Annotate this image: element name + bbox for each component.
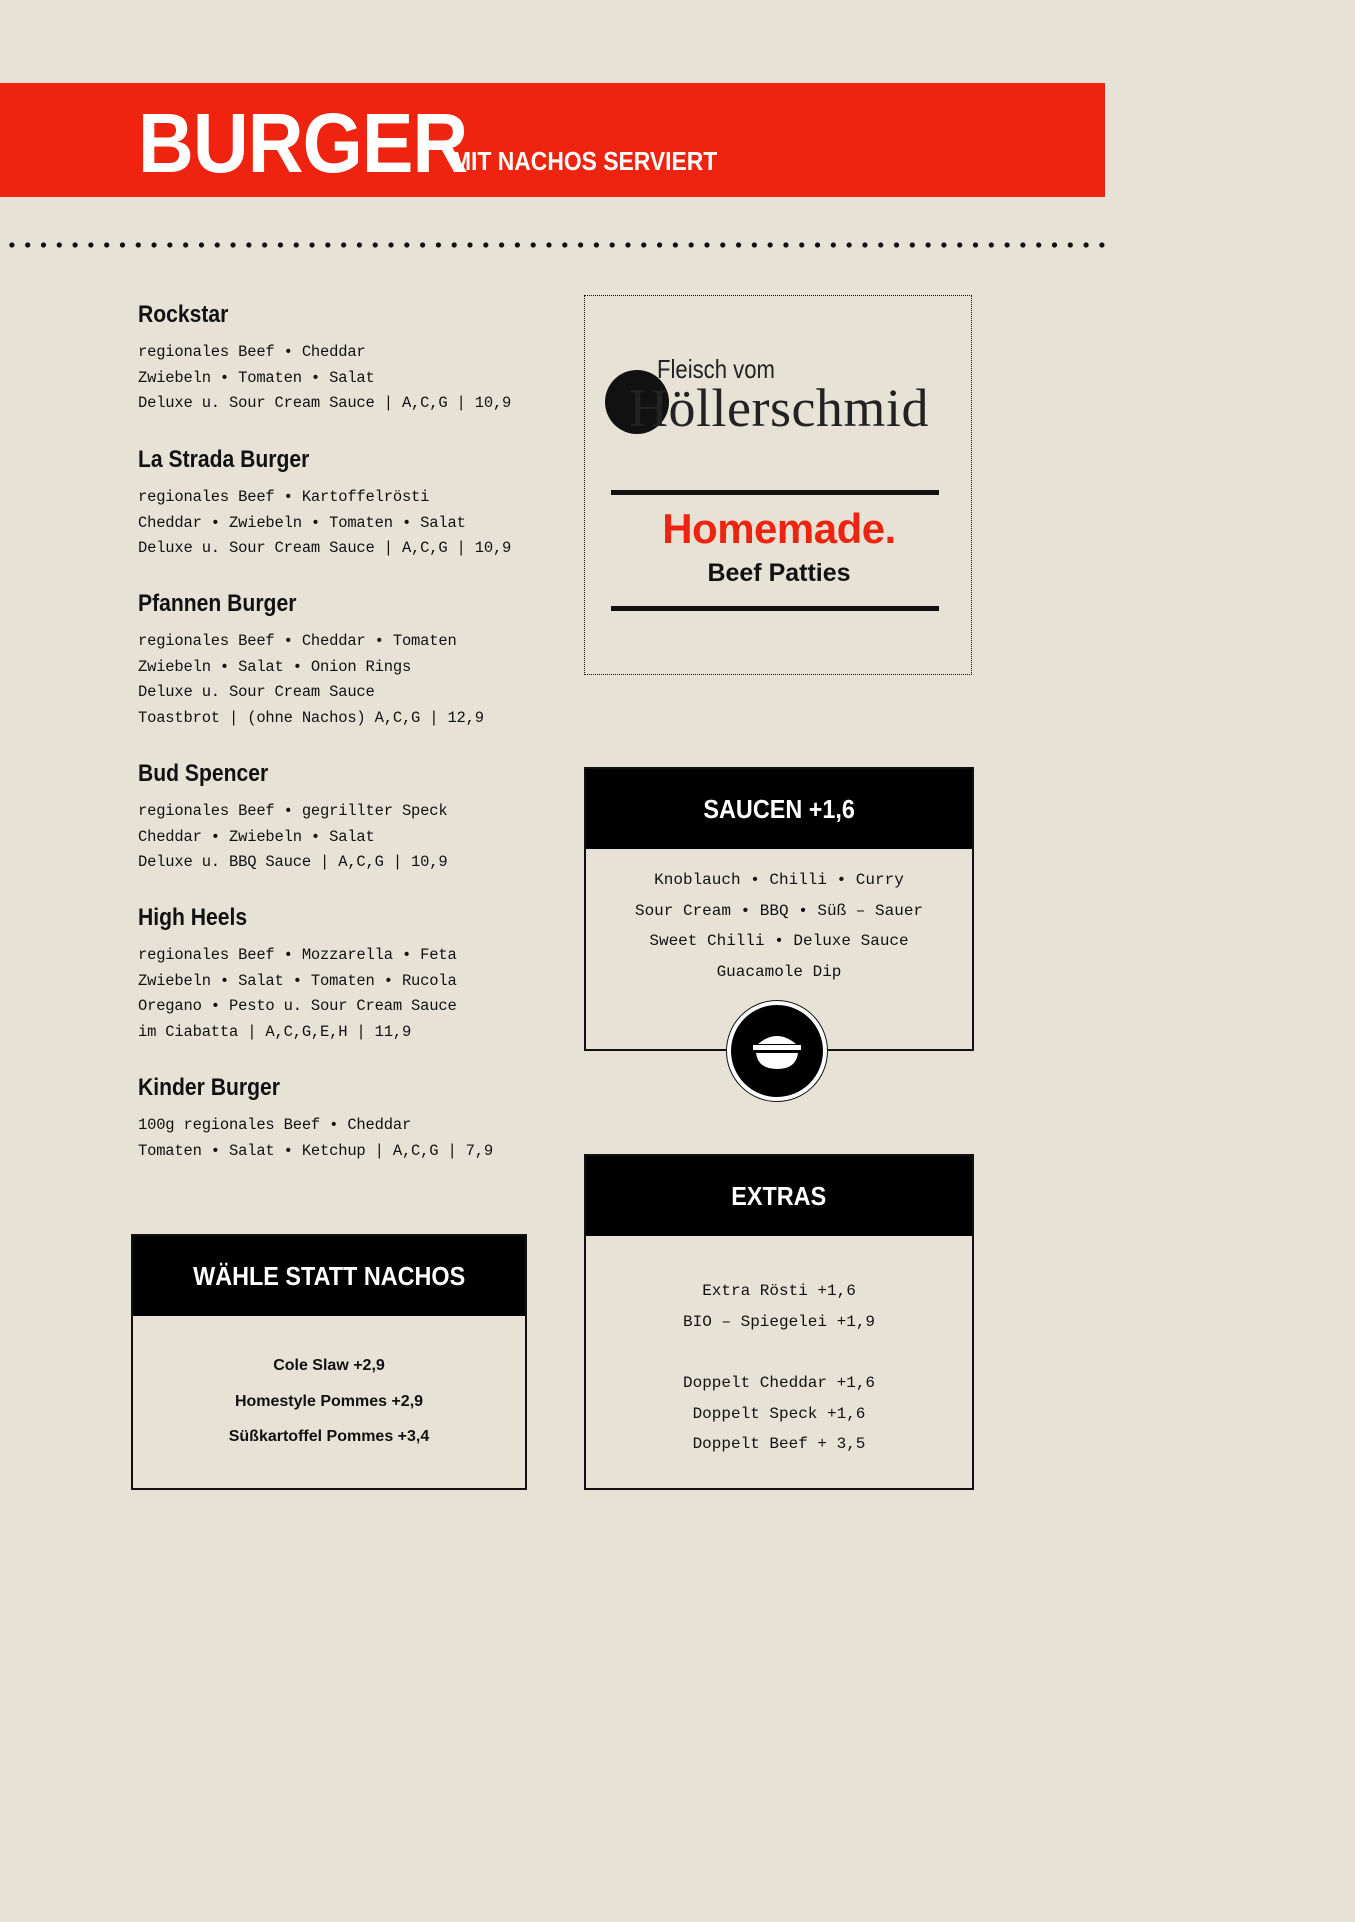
menu-item-line: Deluxe u. BBQ Sauce | A,C,G | 10,9 bbox=[138, 853, 448, 872]
menu-item-name: Rockstar bbox=[138, 301, 229, 328]
sauce-line: Sweet Chilli • Deluxe Sauce bbox=[649, 932, 909, 951]
menu-item-line: Deluxe u. Sour Cream Sauce | A,C,G | 10,9 bbox=[138, 394, 512, 413]
extras-list-b bbox=[586, 1368, 972, 1460]
extras-list-a bbox=[586, 1276, 972, 1337]
sauce-line: Guacamole Dip bbox=[716, 963, 842, 982]
page-title: BURGER bbox=[138, 96, 468, 190]
bowl-icon bbox=[727, 1001, 827, 1101]
menu-item-line: regionales Beef • Kartoffelrösti bbox=[138, 488, 430, 506]
extra-line: Doppelt Speck +1,6 bbox=[692, 1404, 866, 1423]
menu-item-line: Deluxe u. Sour Cream Sauce | A,C,G | 10,9 bbox=[138, 539, 512, 558]
menu-item-name: High Heels bbox=[138, 904, 248, 931]
menu-item-name: Pfannen Burger bbox=[138, 590, 297, 617]
logo-text-line1: Fleisch vom bbox=[657, 354, 775, 384]
menu-item-name: Kinder Burger bbox=[138, 1074, 280, 1101]
menu-item-line: Cheddar • Zwiebeln • Salat bbox=[138, 827, 375, 846]
menu-item-line: Zwiebeln • Tomaten • Salat bbox=[138, 368, 375, 387]
menu-item-name: La Strada Burger bbox=[138, 446, 310, 473]
sauce-line: Knoblauch • Chilli • Curry bbox=[654, 871, 904, 889]
extra-line: Doppelt Beef + 3,5 bbox=[692, 1435, 866, 1454]
menu-item-pfannen bbox=[138, 589, 484, 732]
menu-item-la-strada bbox=[138, 445, 511, 562]
extra-line: Doppelt Cheddar +1,6 bbox=[682, 1374, 876, 1392]
menu-item-line: regionales Beef • gegrillter Speck bbox=[138, 802, 448, 820]
promo-subline: Beef Patties bbox=[707, 559, 851, 587]
logo-text-line2: Höllerschmid bbox=[629, 378, 929, 438]
promo-rule-bottom bbox=[611, 606, 939, 611]
extra-line: BIO – Spiegelei +1,9 bbox=[682, 1312, 876, 1331]
menu-item-line: Zwiebeln • Salat • Tomaten • Rucola bbox=[138, 971, 457, 990]
side-line: Homestyle Pommes +2,9 bbox=[234, 1392, 424, 1410]
logo-box bbox=[584, 295, 972, 675]
extras-title: EXTRAS bbox=[586, 1156, 972, 1236]
menu-item-rockstar bbox=[138, 300, 511, 417]
menu-item-line: Deluxe u. Sour Cream Sauce bbox=[138, 683, 375, 702]
menu-item-line: Cheddar • Zwiebeln • Tomaten • Salat bbox=[138, 513, 466, 532]
sauce-line: Sour Cream • BBQ • Süß – Sauer bbox=[634, 901, 924, 920]
sides-title: WÄHLE STATT NACHOS bbox=[133, 1236, 525, 1316]
menu-item-line: regionales Beef • Cheddar • Tomaten bbox=[138, 632, 457, 650]
extras-panel bbox=[584, 1154, 974, 1490]
menu-item-name: Bud Spencer bbox=[138, 760, 269, 787]
extra-line: Extra Rösti +1,6 bbox=[702, 1282, 856, 1300]
dotted-divider bbox=[0, 241, 1105, 249]
promo-rule-top bbox=[611, 490, 939, 495]
sauces-title: SAUCEN +1,6 bbox=[586, 769, 972, 849]
menu-item-line: 100g regionales Beef • Cheddar bbox=[138, 1116, 412, 1134]
menu-item-line: im Ciabatta | A,C,G,E,H | 11,9 bbox=[138, 1023, 412, 1042]
menu-item-high-heels bbox=[138, 903, 457, 1046]
menu-item-line: Tomaten • Salat • Ketchup | A,C,G | 7,9 bbox=[138, 1141, 493, 1160]
menu-item-kinder bbox=[138, 1073, 493, 1164]
menu-item-line: Oregano • Pesto u. Sour Cream Sauce bbox=[138, 997, 457, 1016]
sides-list bbox=[133, 1348, 525, 1455]
page-subtitle: MIT NACHOS SERVIERT bbox=[452, 146, 718, 176]
promo-headline: Homemade. bbox=[662, 505, 896, 552]
menu-item-line: regionales Beef • Mozzarella • Feta bbox=[138, 946, 457, 964]
menu-item-line: Toastbrot | (ohne Nachos) A,C,G | 12,9 bbox=[138, 709, 484, 728]
menu-item-line: Zwiebeln • Salat • Onion Rings bbox=[138, 657, 412, 676]
menu-item-bud-spencer bbox=[138, 759, 447, 876]
menu-item-line: regionales Beef • Cheddar bbox=[138, 343, 366, 361]
side-line: Cole Slaw +2,9 bbox=[273, 1357, 385, 1374]
side-line: Süßkartoffel Pommes +3,4 bbox=[228, 1428, 430, 1445]
sides-panel bbox=[131, 1234, 527, 1490]
sauces-list bbox=[586, 865, 972, 988]
